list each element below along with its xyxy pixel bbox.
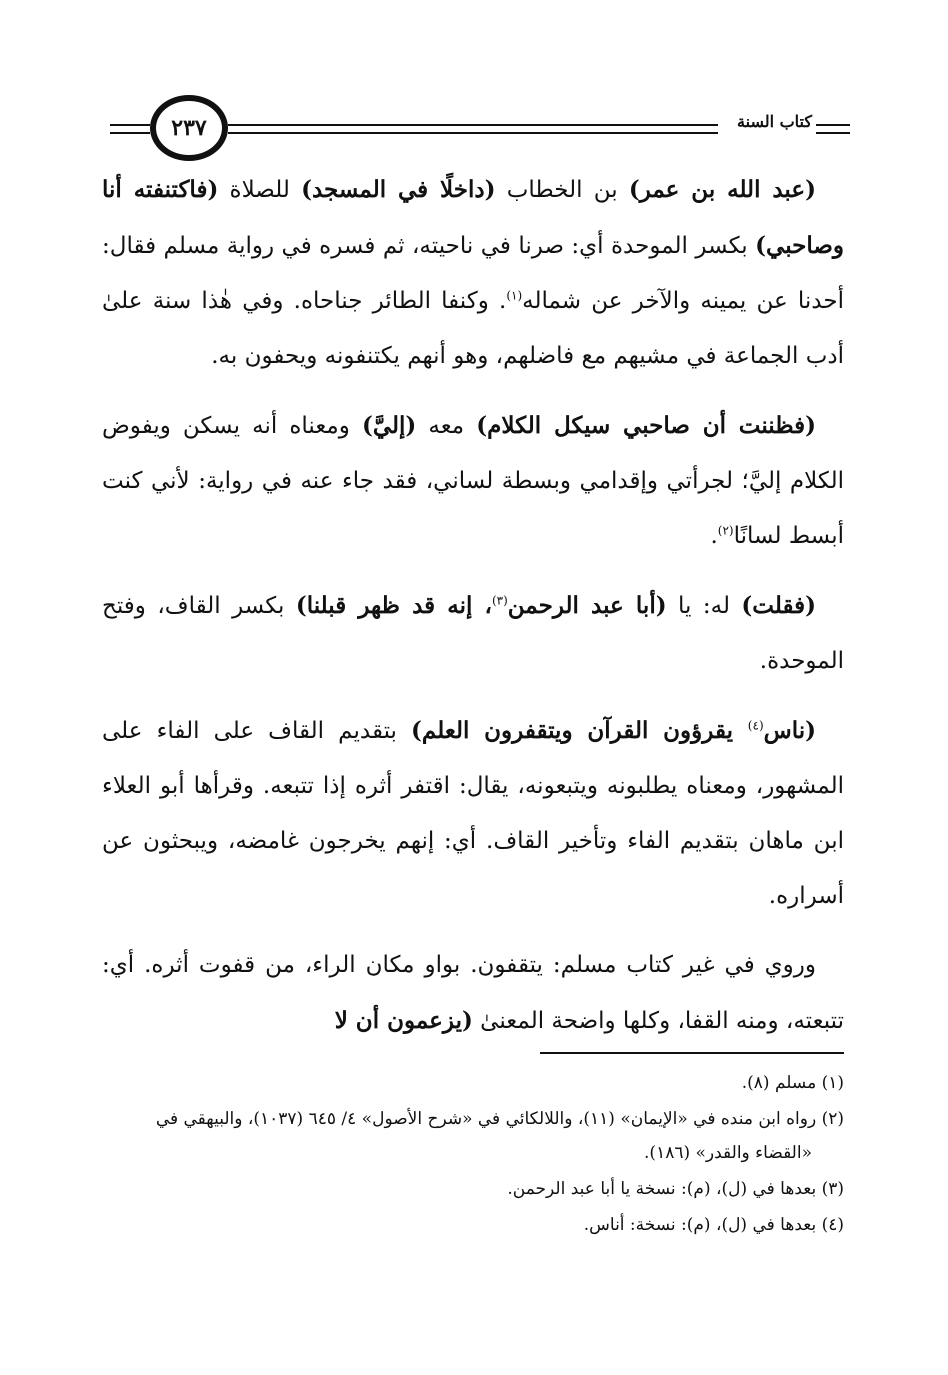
body-text: بكسر القاف، وفتح الموحدة.: [102, 593, 844, 674]
main-text: [102, 162, 844, 1063]
footnote: (٢) رواه ابن منده في «الإيمان» (١١)، واللالكائي في «شرح الأصول» ٤/ ٦٤٥ (١٠٣٧)، والبيهقي في «القضاء والقدر» (١٨٦).: [155, 1109, 844, 1163]
quoted-text: (فقلت): [741, 592, 817, 619]
paragraph: [102, 162, 844, 384]
footnote-marker: (٤): [747, 718, 764, 733]
body-text: بتقديم القاف على الفاء على المشهور، ومعناه يطلبونه ويتبعونه، يقال: اقتفر أثره إذا تتبعه. وقرأها أبو العلاء ابن ماهان بتقديم الفاء وتأخير القاف. أي: إنهم يخرجون غامضه، ويبحثون عن أسراره.: [102, 718, 844, 909]
footnote: (١) مسلم (٨).: [741, 1073, 844, 1093]
quoted-text: (أبا عبد الرحمن: [507, 592, 667, 619]
footnote-marker: (٣): [491, 593, 508, 608]
footnotes: [102, 1066, 844, 1244]
header-rule-end-2: [816, 132, 850, 134]
quoted-text: (يزعمون أن لا: [334, 1007, 473, 1034]
footnote: (٣) بعدها في (ل)، (م): نسخة يا أبا عبد الرحمن.: [507, 1179, 844, 1199]
quoted-text: (إليَّ): [361, 412, 417, 439]
paragraph: [102, 578, 844, 689]
page-number: ٢٣٧: [150, 95, 228, 161]
footnote: (٤) بعدها في (ل)، (م): نسخة: أناس.: [583, 1215, 844, 1235]
quoted-text: (فاكتنفته أنا وصاحبي): [102, 176, 844, 259]
header-rule-end: [816, 124, 850, 126]
header-rule-right-2: [228, 132, 718, 134]
body-text: بن الخطاب: [495, 177, 629, 203]
body-text: .: [710, 523, 718, 549]
footnote-marker: (٢): [717, 523, 734, 538]
footnote-separator: [540, 1052, 844, 1054]
header-rule-right: [228, 124, 718, 126]
quoted-text: (فظننت أن صاحبي سيكل الكلام): [476, 412, 816, 439]
paragraph: [102, 703, 844, 924]
body-text: . وكنفا الطائر جناحاه. وفي هٰذا سنة علىٰ أدب الجماعة في مشيهم مع فاضلهم، وهو أنهم يكتنفونه ويحفون به.: [102, 288, 844, 369]
header-rule-left: [110, 124, 150, 126]
quoted-text: ، إنه قد ظهر قبلنا): [295, 592, 492, 619]
body-text: للصلاة: [218, 177, 302, 203]
body-text: له: يا: [666, 593, 742, 619]
quoted-text: (عبد الله بن عمر): [628, 176, 816, 203]
body-text: بكسر الموحدة أي: صرنا في ناحيته، ثم فسره في رواية مسلم فقال: أحدنا عن يمينه والآخر عن شماله: [102, 233, 844, 314]
body-text: معه: [416, 413, 477, 439]
quoted-text: (داخلًا في المسجد): [301, 176, 496, 203]
body-text: ومعناه أنه يسكن ويفوض الكلام إليَّ؛ لجرأتي وإقدامي وبسطة لساني، فقد جاء عنه في رواية: لأني كنت أبسط لسانًا: [102, 413, 844, 549]
header-rule-left-2: [110, 132, 150, 134]
quoted-text: يقرؤون القرآن ويتقفرون العلم): [411, 717, 748, 744]
body-text: وروي في غير كتاب مسلم: يتقفون. بواو مكان الراء، من قفوت أثره. أي: تتبعته، ومنه القفا، وكلها واضحة المعنىٰ: [102, 952, 844, 1034]
paragraph: [102, 398, 844, 564]
quoted-text: (ناس: [763, 717, 816, 744]
paragraph: [102, 938, 844, 1049]
section-title: كتاب السنة: [737, 112, 812, 131]
footnote-marker: (١): [506, 288, 523, 303]
